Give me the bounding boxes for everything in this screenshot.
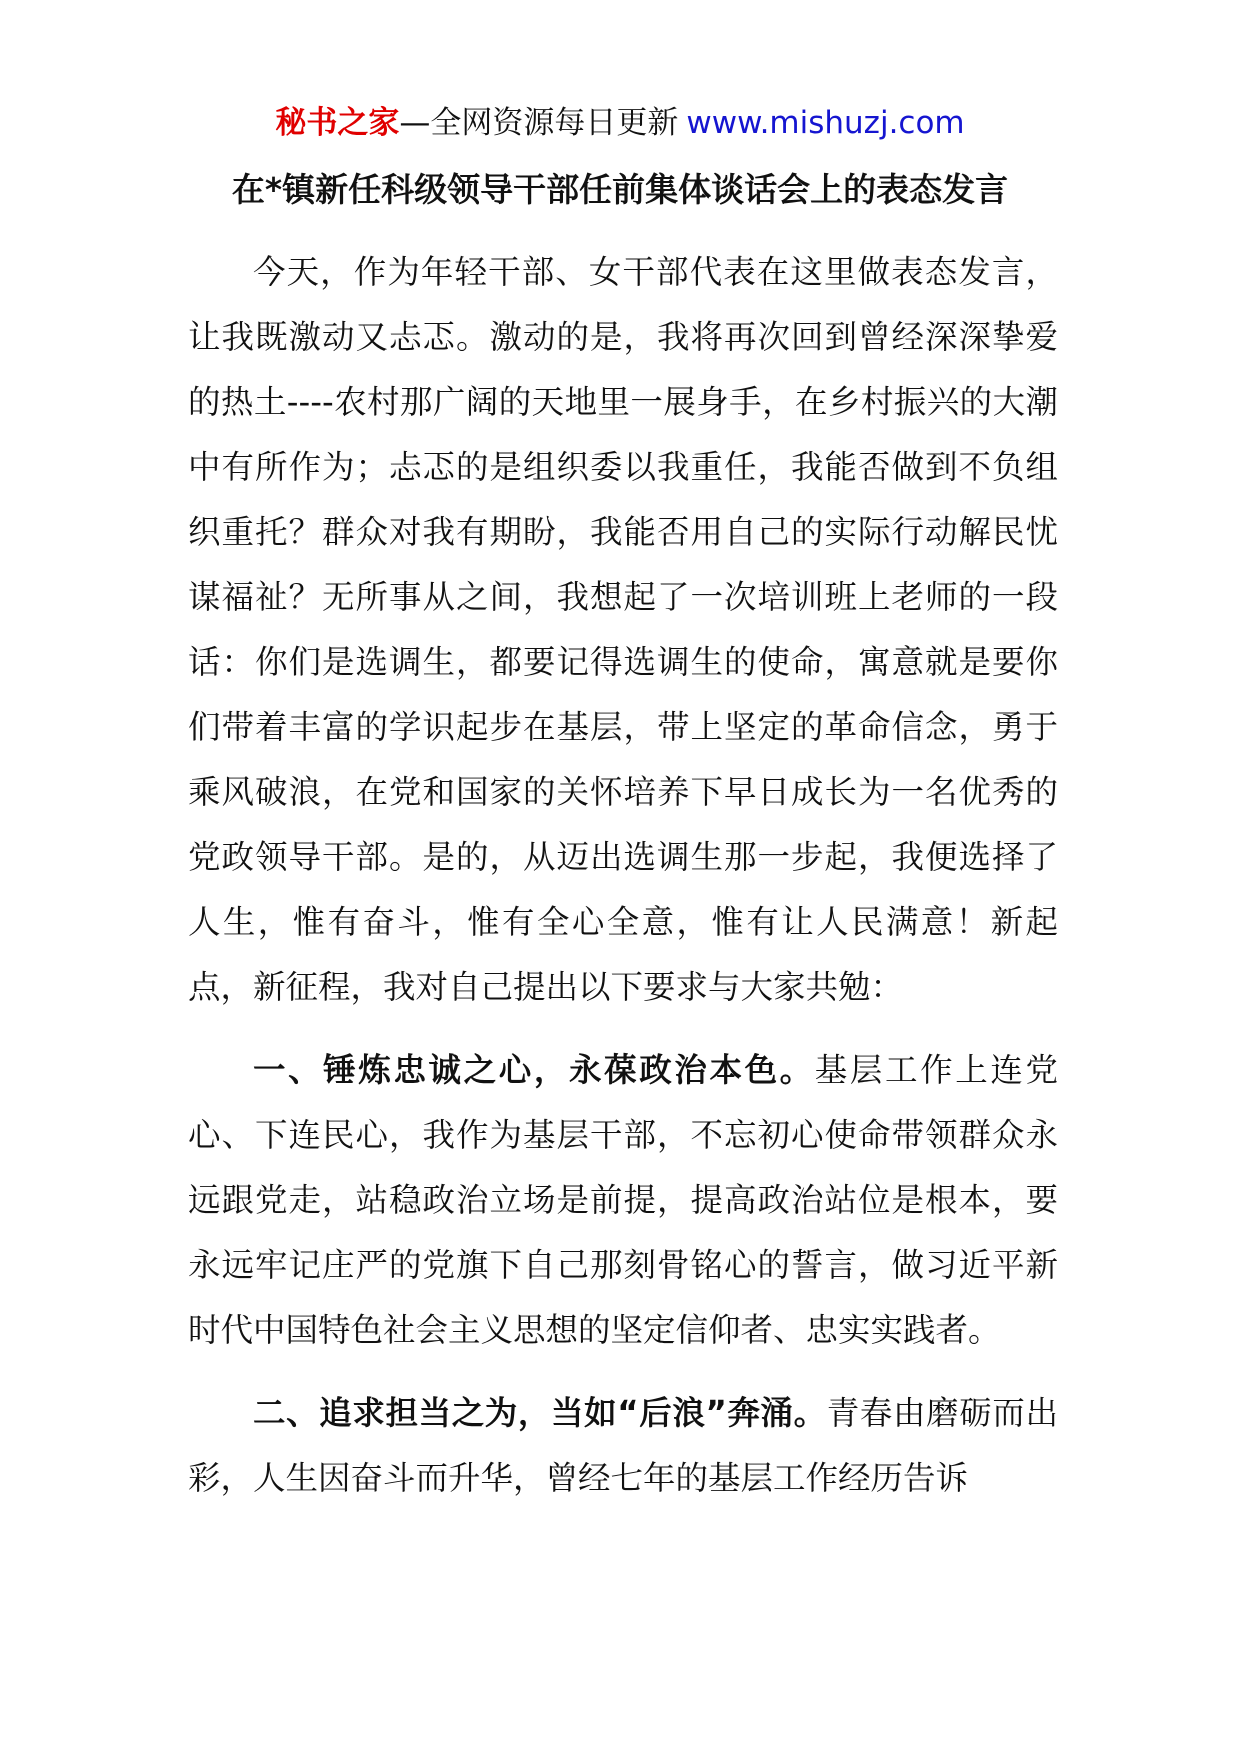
brand-slogan: —全网资源每日更新 [399, 105, 679, 141]
site-url-link[interactable]: www.mishuzj.com [686, 105, 965, 141]
document-body [188, 240, 1058, 1511]
document-title: 在*镇新任科级领导干部任前集体谈话会上的表态发言 [231, 170, 1009, 209]
paragraph-text: 青春由磨砺而出彩，人生因奋斗而升华，曾经七年的基层工作经历告诉 [188, 1394, 1058, 1497]
site-header [0, 100, 1240, 146]
brand-name: 秘书之家 [275, 105, 400, 141]
paragraph-intro [188, 240, 1058, 1020]
paragraph-text: 基层工作上连党心、下连民心，我作为基层干部，不忘初心使命带领群众永远跟党走，站稳政治立场是前提，提高政治站位是根本，要永远牢记庄严的党旗下自己那刻骨铭心的誓言，做习近平新时代中国特色社会主义思想的坚定信仰者、忠实实践者。 [188, 1051, 1058, 1349]
section-heading: 二、追求担当之为，当如“后浪”奔涌。 [253, 1394, 827, 1432]
paragraph-section-2 [188, 1381, 1058, 1511]
paragraph-text: 今天，作为年轻干部、女干部代表在这里做表态发言，让我既激动又忐忑。激动的是，我将再次回到曾经深深挚爱的热土----农村那广阔的天地里一展身手，在乡村振兴的大潮中有所作为；忐忑的是组织委以我重任，我能否做到不负组织重托？群众对我有期盼，我能否用自己的实际行动解民忧谋福祉？无所事从之间，我想起了一次培训班上老师的一段话：你们是选调生，都要记得选调生的使命，寓意就是要你们带着丰富的学识起步在基层，带上坚定的革命信念，勇于乘风破浪，在党和国家的关怀培养下早日成长为一名优秀的党政领导干部。是的，从迈出选调生那一步起，我便选择了人生，惟有奋斗，惟有全心全意，惟有让人民满意！新起点，新征程，我对自己提出以下要求与大家共勉： [188, 253, 1058, 1006]
paragraph-section-1 [188, 1038, 1058, 1363]
section-heading: 一、锤炼忠诚之心，永葆政治本色。 [253, 1051, 815, 1089]
